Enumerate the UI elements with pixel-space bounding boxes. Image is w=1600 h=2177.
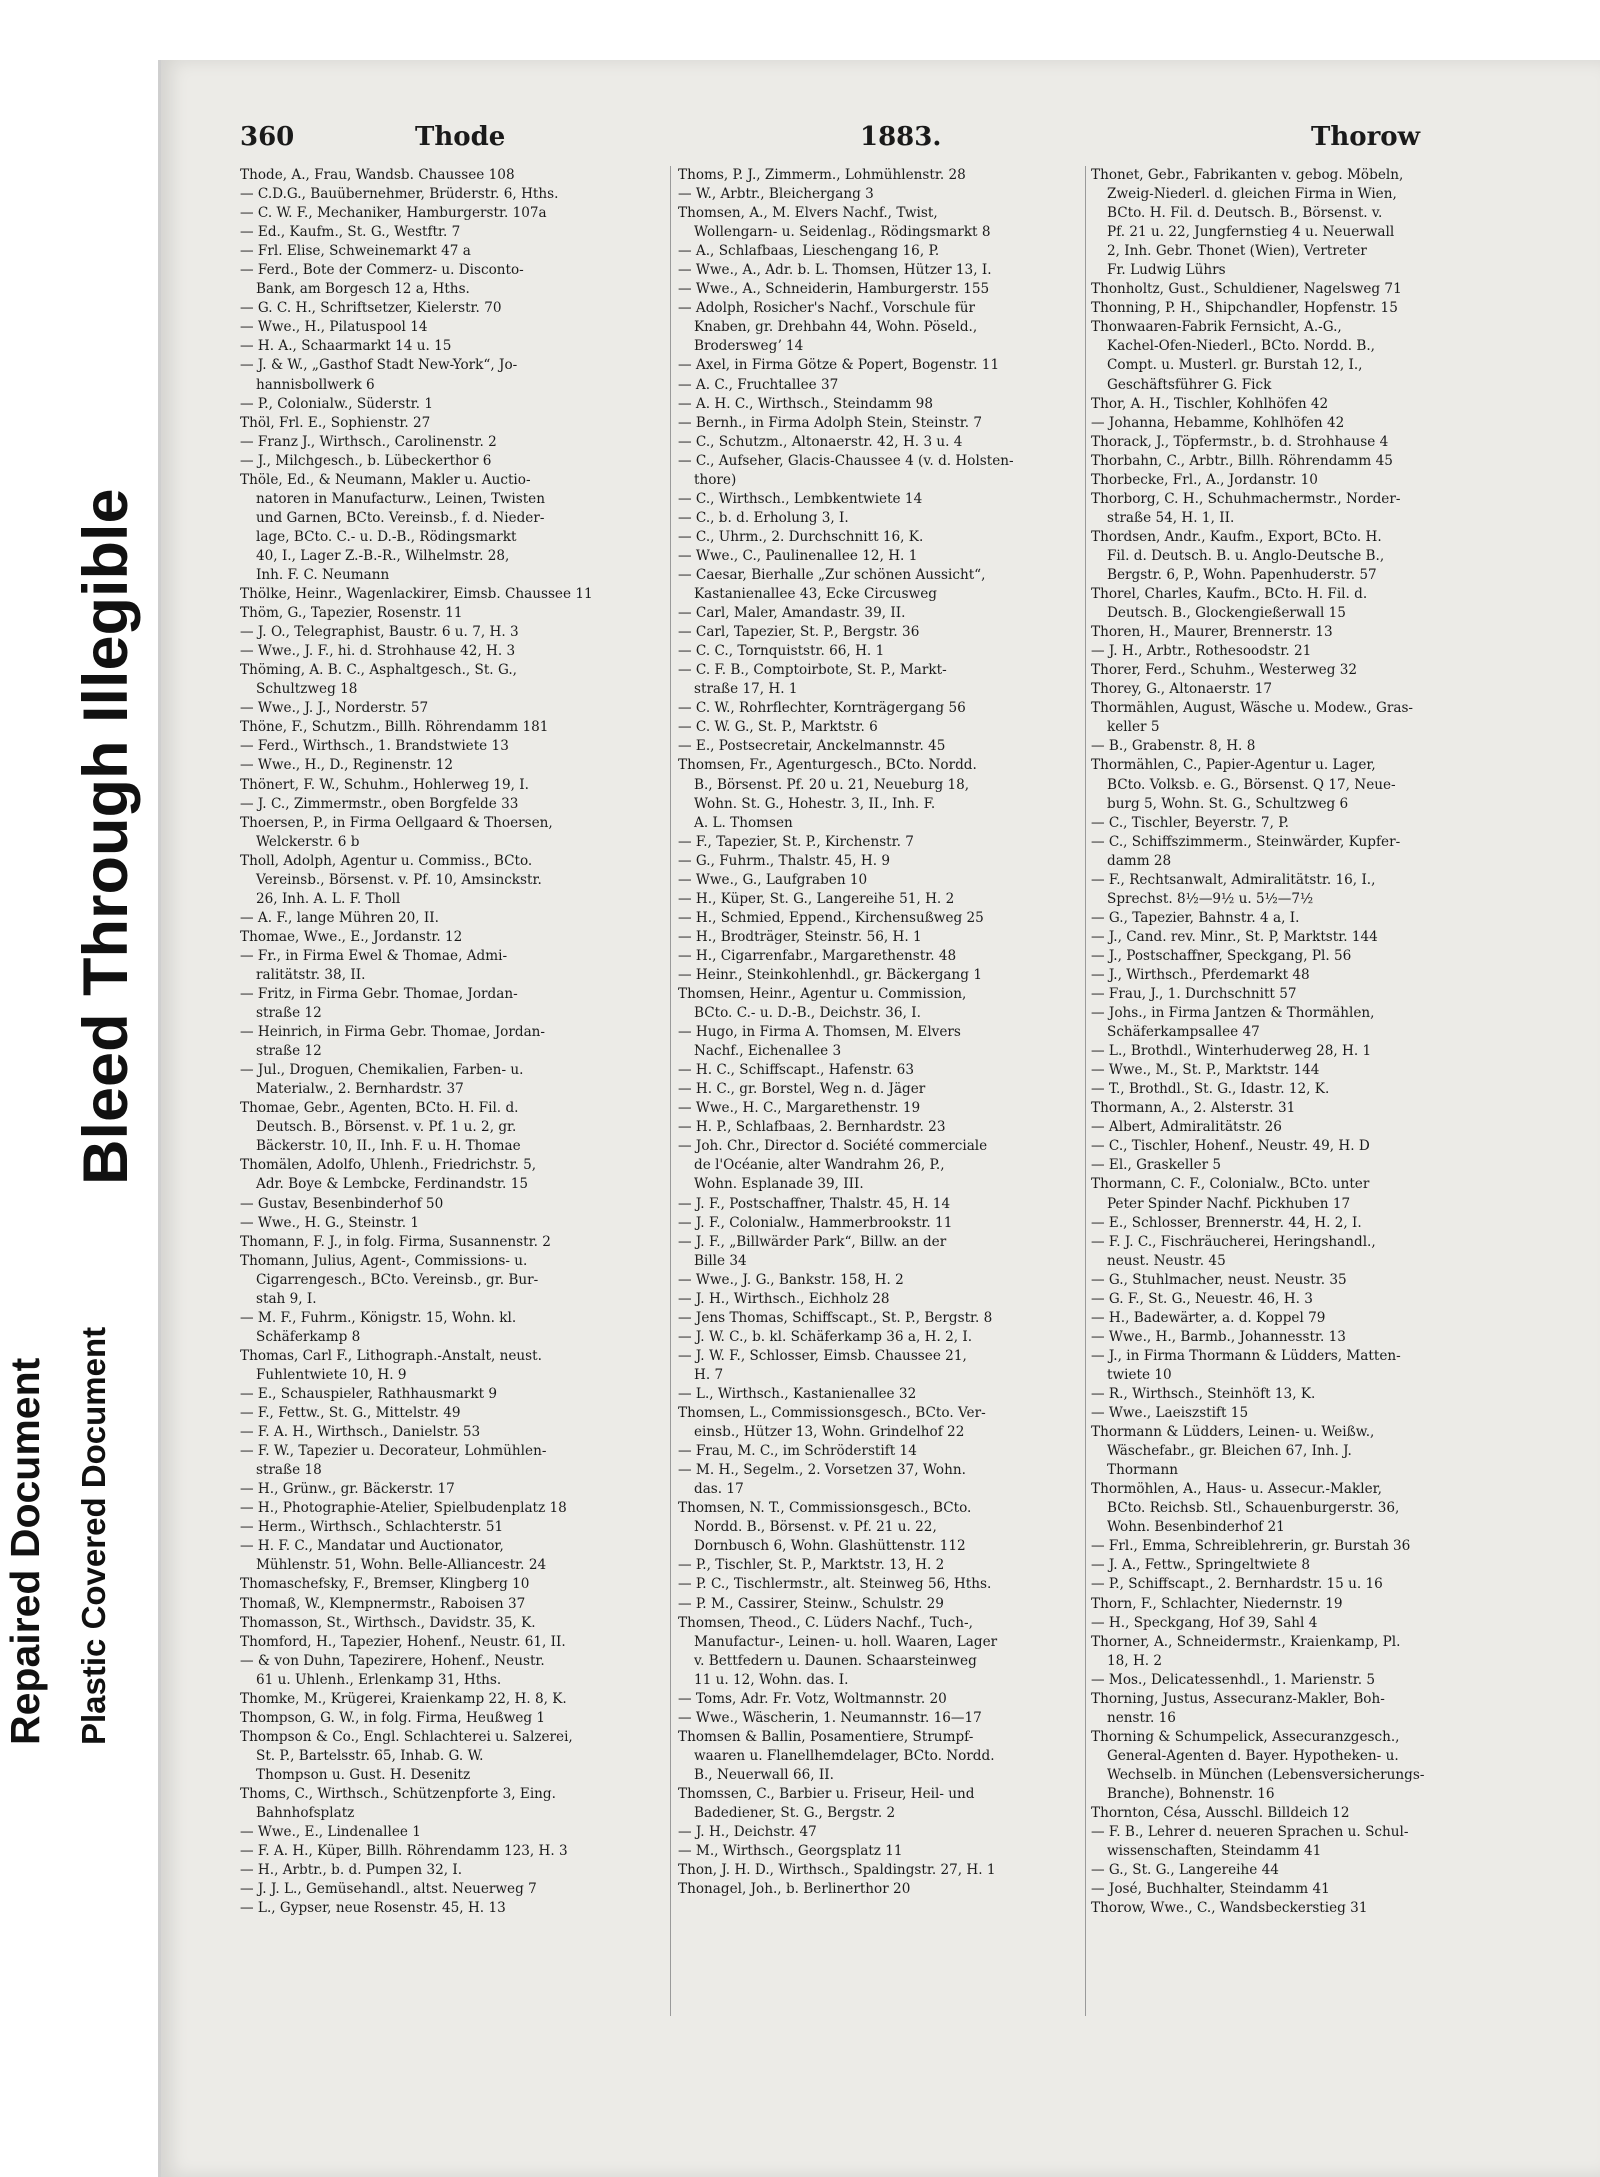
directory-entry-line: Thoms, P. J., Zimmerm., Lohmühlenstr. 28 (678, 167, 966, 183)
directory-entry-line: Zweig-Niederl. d. gleichen Firma in Wien, (1107, 186, 1397, 203)
directory-entry-line: — J., Cand. rev. Minr., St. P, Marktstr. 144 (1091, 928, 1378, 945)
directory-entry-line: — F. A. H., Küper, Billh. Röhrendamm 123, H. 3 (240, 1843, 568, 1860)
directory-entry-line: Thorn, F., Schlachter, Niedernstr. 19 (1091, 1595, 1343, 1612)
directory-entry-line: — Hugo, in Firma A. Thomsen, M. Elvers (678, 1024, 961, 1041)
directory-entry-line: und Garnen, BCto. Vereinsb., f. d. Nieder- (256, 509, 545, 526)
directory-entry-line: — H., Küper, St. G., Langereihe 51, H. 2 (678, 890, 955, 907)
directory-entry-line: — P. C., Tischlermstr., alt. Steinweg 56, Hths. (678, 1576, 992, 1593)
directory-entry-line: — H., Schmied, Eppend., Kirchensußweg 25 (678, 909, 984, 926)
directory-entry-line: 26, Inh. A. L. F. Tholl (256, 890, 401, 907)
directory-entry-line: — C., b. d. Erholung 3, I. (678, 509, 849, 526)
directory-entry-line: Thompson u. Gust. H. Desenitz (256, 1766, 471, 1783)
directory-entry-line: — H., Speckgang, Hof 39, Sahl 4 (1091, 1614, 1318, 1631)
directory-entry-line: Thorer, Ferd., Schuhm., Westerweg 32 (1091, 662, 1358, 679)
directory-entry-line: — G. F., St. G., Neuestr. 46, H. 3 (1091, 1290, 1313, 1307)
directory-entry-line: Bank, am Borgesch 12 a, Hths. (256, 281, 470, 298)
directory-entry-line: Thomke, M., Krügerei, Kraienkamp 22, H. 8, K. (240, 1690, 567, 1707)
directory-entry-line: — J. & W., „Gasthof Stadt New-York“, Jo- (240, 357, 518, 374)
directory-entry-line: — J. F., „Billwärder Park“, Billw. an der (678, 1233, 947, 1250)
directory-entry-line: Wohn. Besenbinderhof 21 (1107, 1519, 1285, 1536)
directory-entry-line: — M. H., Segelm., 2. Vorsetzen 37, Wohn. (678, 1462, 966, 1479)
directory-entry-line: Thomaß, W., Klempnermstr., Raboisen 37 (240, 1595, 526, 1612)
column-divider (670, 166, 671, 2016)
directory-entry-line: — A., Schlafbaas, Lieschengang 16, P. (678, 243, 940, 260)
directory-entry-line: — Wwe., H. G., Steinstr. 1 (240, 1214, 420, 1231)
directory-entry-line: Adr. Boye & Lembcke, Ferdinandstr. 15 (256, 1176, 528, 1193)
directory-entry-line: Thornton, Césa, Ausschl. Billdeich 12 (1091, 1805, 1350, 1822)
directory-entry-line: — J. F., Postschaffner, Thalstr. 45, H. 14 (678, 1195, 951, 1212)
directory-entry-line: BCto. H. Fil. d. Deutsch. B., Börsenst. v. (1107, 205, 1383, 222)
directory-entry-line: — A. F., lange Mühren 20, II. (240, 909, 439, 926)
page-number: 360 (240, 122, 295, 152)
directory-entry-line: Bäckerstr. 10, II., Inh. F. u. H. Thomae (256, 1138, 521, 1155)
directory-entry-line: — F. J. C., Fischräucherei, Heringshandl., (1091, 1233, 1376, 1250)
directory-entry-line: — El., Graskeller 5 (1091, 1157, 1222, 1174)
directory-entry-line: — Wwe., Wäscherin, 1. Neumannstr. 16—17 (678, 1709, 982, 1726)
directory-entry-line: lage, BCto. C.- u. D.-B., Rödingsmarkt (256, 528, 517, 545)
directory-entry-line: Kastanienallee 43, Ecke Circusweg (694, 586, 937, 603)
directory-entry-line: 2, Inh. Gebr. Thonet (Wien), Vertreter (1107, 243, 1367, 260)
directory-entry-line: — Wwe., G., Laufgraben 10 (678, 871, 868, 888)
directory-entry-line: Thomasson, St., Wirthsch., Davidstr. 35, K. (240, 1614, 536, 1631)
directory-entry-line: — & von Duhn, Tapezirere, Hohenf., Neustr. (240, 1652, 545, 1669)
directory-entry-line: — C., Tischler, Hohenf., Neustr. 49, H. D (1091, 1138, 1370, 1155)
directory-entry-line: — Fr., in Firma Ewel & Thomae, Admi- (240, 947, 508, 964)
directory-entry-line: Thomälen, Adolfo, Uhlenh., Friedrichstr. 5, (240, 1157, 537, 1174)
directory-entry-line: Wohn. St. G., Hohestr. 3, II., Inh. F. (694, 795, 936, 812)
directory-entry-line: — Wwe., H., Barmb., Johannesstr. 13 (1091, 1328, 1346, 1345)
directory-entry-line: — Wwe., M., St. P., Marktstr. 144 (1091, 1062, 1320, 1079)
directory-entry-line: — C., Schutzm., Altonaerstr. 42, H. 3 u. 4 (678, 433, 963, 450)
directory-entry-line: — J., Wirthsch., Pferdemarkt 48 (1091, 966, 1310, 983)
directory-entry-line: thore) (694, 471, 737, 488)
directory-entry-line: keller 5 (1107, 719, 1160, 736)
directory-entry-line: — F. W., Tapezier u. Decorateur, Lohmühlen- (240, 1443, 547, 1460)
directory-entry-line: Schäferkamp 8 (256, 1328, 361, 1345)
directory-entry-line: — C., Schiffszimmerm., Steinwärder, Kupfer- (1091, 833, 1401, 850)
directory-entry-line: — Gustav, Besenbinderhof 50 (240, 1195, 444, 1212)
directory-entry-line: — Ed., Kaufm., St. G., Westftr. 7 (240, 224, 461, 241)
directory-entry-line: Thoersen, P., in Firma Oellgaard & Thoersen, (240, 814, 553, 831)
directory-entry-line: — F., Rechtsanwalt, Admiralitätstr. 16, I., (1091, 871, 1376, 888)
directory-entry-line: — L., Gypser, neue Rosenstr. 45, H. 13 (240, 1900, 506, 1917)
directory-entry-line: Thomann, Julius, Agent-, Commissions- u. (240, 1252, 528, 1269)
directory-entry-line: Schäferkampsallee 47 (1107, 1024, 1260, 1041)
directory-entry-line: Thonet, Gebr., Fabrikanten v. gebog. Möbeln, (1091, 167, 1404, 183)
directory-entry-line: St. P., Bartelsstr. 65, Inhab. G. W. (256, 1747, 484, 1764)
directory-entry-line: das. 17 (694, 1481, 744, 1498)
directory-entry-line: Thomas, Carl F., Lithograph.-Anstalt, neust. (240, 1347, 542, 1364)
directory-entry-line: — P., Schiffscapt., 2. Bernhardstr. 15 u. 16 (1091, 1576, 1383, 1593)
directory-entry-line: Bergstr. 6, P., Wohn. Papenhuderstr. 57 (1107, 566, 1377, 583)
column-3 (1091, 166, 1451, 1918)
directory-entry-line: — Johs., in Firma Jantzen & Thormählen, (1091, 1005, 1375, 1022)
directory-entry-line: — F., Fettw., St. G., Mittelstr. 49 (240, 1405, 461, 1422)
column-2 (678, 166, 1103, 1899)
directory-entry-line: — Wwe., H., D., Reginenstr. 12 (240, 757, 453, 774)
directory-entry-line: General-Agenten d. Bayer. Hypotheken- u. (1107, 1747, 1399, 1764)
directory-entry-line: — J. J. L., Gemüsehandl., altst. Neuerweg 7 (240, 1881, 537, 1898)
directory-entry-line: Thonwaaren-Fabrik Fernsicht, A.-G., (1091, 319, 1342, 336)
directory-entry-line: Thomsen, Theod., C. Lüders Nachf., Tuch-, (678, 1614, 973, 1631)
plastic-covered-stamp: Plastic Covered Document (75, 1326, 112, 1745)
directory-entry-line: — H. A., Schaarmarkt 14 u. 15 (240, 338, 452, 355)
directory-entry-line: — Fritz, in Firma Gebr. Thomae, Jordan- (240, 986, 518, 1003)
directory-entry-line: — C. C., Tornquiststr. 66, H. 1 (678, 643, 885, 660)
directory-entry-line: — J. O., Telegraphist, Baustr. 6 u. 7, H. 3 (240, 624, 519, 641)
directory-entry-line: Thonholtz, Gust., Schuldiener, Nagelsweg 71 (1091, 281, 1402, 298)
directory-entry-line: Thomsen, Heinr., Agentur u. Commission, (678, 986, 967, 1003)
directory-entry-line: BCto. Volksb. e. G., Börsenst. Q 17, Neue- (1107, 776, 1396, 793)
directory-entry-line: Thormann & Lüdders, Leinen- u. Weißw., (1091, 1424, 1375, 1441)
directory-entry-line: — T., Brothdl., St. G., Idastr. 12, K. (1091, 1081, 1330, 1098)
directory-entry-line: Thormählen, August, Wäsche u. Modew., Gras- (1091, 700, 1414, 717)
directory-entry-line: 18, H. 2 (1107, 1652, 1163, 1669)
directory-entry-line: B., Börsenst. Pf. 20 u. 21, Neueburg 18, (694, 776, 970, 793)
directory-entry-line: — H. F. C., Mandatar und Auctionator, (240, 1538, 504, 1555)
directory-entry-line: — Wwe., J. J., Norderstr. 57 (240, 700, 429, 717)
directory-entry-line: Thorbecke, Frl., A., Jordanstr. 10 (1091, 471, 1318, 488)
directory-entry-line: Thomann, F. J., in folg. Firma, Susannenstr. 2 (240, 1233, 551, 1250)
directory-entry-line: — C. F. B., Comptoirbote, St. P., Markt- (678, 662, 947, 679)
directory-entry-line: Thönert, F. W., Schuhm., Hohlerweg 19, I. (240, 776, 529, 793)
directory-entry-line: Thölke, Heinr., Wagenlackirer, Eimsb. Chaussee 11 (240, 586, 593, 603)
directory-entry-line: straße 54, H. 1, II. (1107, 509, 1235, 526)
directory-entry-line: Thöl, Frl. E., Sophienstr. 27 (240, 414, 431, 431)
directory-entry-line: — G., Tapezier, Bahnstr. 4 a, I. (1091, 909, 1300, 926)
directory-entry-line: Thoms, C., Wirthsch., Schützenpforte 3, Eing. (240, 1785, 556, 1802)
directory-entry-line: Wollengarn- u. Seidenlag., Rödingsmarkt 8 (694, 224, 991, 241)
directory-entry-line: Manufactur-, Leinen- u. holl. Waaren, Lager (694, 1633, 998, 1650)
directory-entry-line: Thompson & Co., Engl. Schlachterei u. Salzerei, (240, 1728, 573, 1745)
directory-entry-line: — G. C. H., Schriftsetzer, Kielerstr. 70 (240, 300, 502, 317)
directory-entry-line: — Jens Thomas, Schiffscapt., St. P., Bergstr. 8 (678, 1309, 993, 1326)
directory-entry-line: Thomae, Wwe., E., Jordanstr. 12 (240, 928, 463, 945)
directory-entry-line: — F., Tapezier, St. P., Kirchenstr. 7 (678, 833, 914, 850)
directory-entry-line: burg 5, Wohn. St. G., Schultzweg 6 (1107, 795, 1349, 812)
directory-entry-line: — C., Uhrm., 2. Durchschnitt 16, K. (678, 528, 924, 545)
directory-entry-line: — P., Colonialw., Süderstr. 1 (240, 395, 433, 412)
directory-entry-line: Fr. Ludwig Lührs (1107, 262, 1226, 279)
directory-entry-line: Thormann, C. F., Colonialw., BCto. unter (1091, 1176, 1370, 1193)
directory-entry-line: Thormählen, C., Papier-Agentur u. Lager, (1091, 757, 1376, 774)
directory-entry-line: — L., Wirthsch., Kastanienallee 32 (678, 1386, 917, 1402)
directory-entry-line: — C., Aufseher, Glacis-Chaussee 4 (v. d. Holsten- (678, 452, 1014, 469)
directory-entry-line: straße 17, H. 1 (694, 681, 798, 698)
directory-entry-line: hannisbollwerk 6 (256, 376, 375, 393)
directory-entry-line: Branche), Bohnenstr. 16 (1107, 1785, 1275, 1802)
directory-entry-line: — Herm., Wirthsch., Schlachterstr. 51 (240, 1519, 504, 1536)
directory-entry-line: — C. W., Rohrflechter, Kornträgergang 56 (678, 700, 966, 717)
directory-entry-line: — Frau, M. C., im Schröderstift 14 (678, 1443, 917, 1460)
directory-entry-line: nenstr. 16 (1107, 1709, 1176, 1726)
directory-entry-line: — Wwe., H., Pilatuspool 14 (240, 319, 428, 336)
directory-entry-line: — L., Brothdl., Winterhuderweg 28, H. 1 (1091, 1043, 1372, 1060)
directory-entry-line: — C.D.G., Bauübernehmer, Brüderstr. 6, Hths. (240, 186, 559, 203)
repaired-stamp: Repaired Document (2, 1357, 48, 1745)
directory-entry-line: — C., Tischler, Beyerstr. 7, P. (1091, 814, 1289, 831)
directory-entry-line: — Heinrich, in Firma Gebr. Thomae, Jordan- (240, 1024, 546, 1041)
directory-entry-line: — Frl., Emma, Schreiblehrerin, gr. Burstah 36 (1091, 1538, 1411, 1555)
directory-entry-line: Thode, A., Frau, Wandsb. Chaussee 108 (240, 167, 515, 183)
directory-entry-line: Thöne, F., Schutzm., Billh. Röhrendamm 181 (240, 719, 549, 736)
directory-entry-line: Fil. d. Deutsch. B. u. Anglo-Deutsche B., (1107, 547, 1385, 564)
directory-entry-line: Vereinsb., Börsenst. v. Pf. 10, Amsinckstr. (256, 871, 542, 888)
directory-entry-line: Thöming, A. B. C., Asphaltgesch., St. G., (240, 662, 517, 679)
directory-entry-line: Wechselb. in München (Lebensversicherungs- (1107, 1766, 1425, 1783)
directory-entry-line: waaren u. Flanellhemdelager, BCto. Nordd. (694, 1747, 995, 1764)
directory-entry-line: — J. A., Fettw., Springeltwiete 8 (1091, 1557, 1311, 1574)
directory-entry-line: B., Neuerwall 66, II. (694, 1766, 834, 1783)
directory-entry-line: Thomaschefsky, F., Bremser, Klingberg 10 (240, 1576, 530, 1593)
directory-entry-line: Wohn. Esplanade 39, III. (694, 1176, 864, 1193)
directory-entry-line: Thomsen, A., M. Elvers Nachf., Twist, (678, 205, 938, 222)
directory-entry-line: — M. F., Fuhrm., Königstr. 15, Wohn. kl. (240, 1309, 517, 1326)
directory-entry-line: Materialw., 2. Bernhardstr. 37 (256, 1081, 464, 1098)
bleed-through-stamp: Bleed Through Illegible (71, 488, 141, 1185)
directory-entry-line: Thor, A. H., Tischler, Kohlhöfen 42 (1091, 395, 1329, 412)
directory-entry-line: Badediener, St. G., Bergstr. 2 (694, 1805, 896, 1822)
directory-entry-line: — Adolph, Rosicher's Nachf., Vorschule für (678, 300, 975, 317)
directory-entry-line: Bille 34 (694, 1252, 747, 1269)
directory-entry-line: — F. A. H., Wirthsch., Danielstr. 53 (240, 1424, 481, 1441)
directory-entry-line: — Wwe., E., Lindenallee 1 (240, 1824, 421, 1841)
directory-entry-line: Knaben, gr. Drehbahn 44, Wohn. Pöseld., (694, 319, 978, 336)
directory-entry-line: ralitätstr. 38, II. (256, 966, 366, 983)
directory-entry-line: Kachel-Ofen-Niederl., BCto. Nordd. B., (1107, 338, 1375, 355)
directory-entry-line: Geschäftsführer G. Fick (1107, 376, 1272, 393)
year-heading: 1883. (860, 122, 942, 152)
directory-entry-line: — Franz J., Wirthsch., Carolinenstr. 2 (240, 433, 497, 450)
directory-entry-line: Thorborg, C. H., Schuhmachermstr., Norder- (1091, 490, 1401, 507)
directory-entry-line: Thonagel, Joh., b. Berlinerthor 20 (678, 1881, 911, 1898)
directory-entry-line: Sprechst. 8½—9½ u. 5½—7½ (1107, 890, 1314, 907)
directory-entry-line: Thorning, Justus, Assecuranz-Makler, Boh- (1091, 1690, 1385, 1707)
directory-entry-line: — J. W. C., b. kl. Schäferkamp 36 a, H. 2, I. (678, 1328, 973, 1345)
directory-entry-line: 61 u. Uhlenh., Erlenkamp 31, Hths. (256, 1671, 502, 1688)
directory-entry-line: — Albert, Admiralitätstr. 26 (1091, 1119, 1282, 1136)
directory-page (240, 118, 1560, 2010)
directory-entry-line: Cigarrengesch., BCto. Vereinsb., gr. Bur- (256, 1271, 539, 1288)
directory-entry-line: Thorbahn, C., Arbtr., Billh. Röhrendamm 45 (1091, 452, 1393, 469)
directory-entry-line: Thorel, Charles, Kaufm., BCto. H. Fil. d. (1091, 586, 1368, 603)
directory-entry-line: stah 9, I. (256, 1290, 317, 1307)
directory-entry-line: Thorner, A., Schneidermstr., Kraienkamp, Pl. (1091, 1633, 1401, 1650)
directory-entry-line: Nachf., Eichenallee 3 (694, 1043, 842, 1060)
directory-entry-line: — H. C., gr. Borstel, Weg n. d. Jäger (678, 1081, 926, 1098)
left-guide-word: Thode (415, 122, 506, 152)
directory-entry-line: — H. C., Schiffscapt., Hafenstr. 63 (678, 1062, 914, 1079)
directory-entry-line: — H., Grünw., gr. Bäckerstr. 17 (240, 1481, 455, 1498)
directory-entry-line: — Axel, in Firma Götze & Popert, Bogenstr. 11 (678, 357, 1000, 374)
directory-entry-line: Thomsen, Fr., Agenturgesch., BCto. Nordd. (678, 757, 977, 774)
directory-entry-line: BCto. C.- u. D.-B., Deichstr. 36, I. (694, 1005, 921, 1022)
directory-entry-line: Thorack, J., Töpfermstr., b. d. Strohhause 4 (1091, 433, 1389, 450)
directory-entry-line: — E., Schauspieler, Rathhausmarkt 9 (240, 1386, 498, 1402)
directory-entry-line: — W., Arbtr., Bleichergang 3 (678, 186, 874, 203)
directory-entry-line: Thoren, H., Maurer, Brennerstr. 13 (1091, 624, 1333, 641)
directory-entry-line: H. 7 (694, 1366, 724, 1383)
directory-entry-line: — P. M., Cassirer, Steinw., Schulstr. 29 (678, 1595, 944, 1612)
directory-entry-line: — Wwe., Laeiszstift 15 (1091, 1405, 1249, 1422)
directory-entry-line: — F. B., Lehrer d. neueren Sprachen u. Schul- (1091, 1824, 1409, 1841)
directory-entry-line: de l'Océanie, alter Wandrahm 26, P., (694, 1157, 945, 1174)
directory-entry-line: — J. H., Arbtr., Rothesoodstr. 21 (1091, 643, 1312, 660)
running-header (240, 118, 1420, 154)
directory-entry-line: Thomsen, L., Commissionsgesch., BCto. Ver- (678, 1405, 986, 1422)
directory-entry-line: einsb., Hützer 13, Wohn. Grindelhof 22 (694, 1424, 965, 1441)
directory-entry-line: Compt. u. Musterl. gr. Burstah 12, I., (1107, 357, 1363, 374)
directory-entry-line: straße 18 (256, 1462, 322, 1479)
directory-entry-line: — C. W. F., Mechaniker, Hamburgerstr. 107a (240, 205, 547, 222)
directory-entry-line: — G., St. G., Langereihe 44 (1091, 1862, 1279, 1879)
right-guide-word: Thorow (1310, 122, 1420, 152)
directory-entry-line: Tholl, Adolph, Agentur u. Commiss., BCto. (240, 852, 533, 869)
directory-entry-line: Thomsen & Ballin, Posamentiere, Strumpf- (678, 1728, 974, 1745)
directory-entry-line: natoren in Manufacturw., Leinen, Twisten (256, 490, 545, 507)
directory-entry-line: — Jul., Droguen, Chemikalien, Farben- u. (240, 1062, 524, 1079)
directory-entry-line: — Wwe., J. G., Bankstr. 158, H. 2 (678, 1271, 904, 1288)
directory-entry-line: Broderswegʼ 14 (694, 338, 804, 355)
directory-entry-line: Thonning, P. H., Shipchandler, Hopfenstr. 15 (1091, 300, 1398, 317)
directory-entry-line: — J. H., Deichstr. 47 (678, 1824, 817, 1841)
directory-entry-line: — Frl. Elise, Schweinemarkt 47 a (240, 243, 471, 260)
directory-entry-line: — A. C., Fruchtallee 37 (678, 376, 839, 393)
directory-entry-line: — E., Postsecretair, Anckelmannstr. 45 (678, 738, 946, 755)
directory-entry-line: Mühlenstr. 51, Wohn. Belle-Alliancestr. 24 (256, 1557, 547, 1574)
column-1 (240, 166, 665, 1918)
directory-entry-line: Dornbusch 6, Wohn. Glashüttenstr. 112 (694, 1538, 966, 1555)
directory-entry-line: — Carl, Tapezier, St. P., Bergstr. 36 (678, 624, 920, 641)
directory-entry-line: BCto. Reichsb. Stl., Schauenburgerstr. 36, (1107, 1500, 1400, 1517)
directory-entry-line: — Mos., Delicatessenhdl., 1. Marienstr. 5 (1091, 1671, 1376, 1688)
directory-entry-line: Thordsen, Andr., Kaufm., Export, BCto. H. (1091, 528, 1382, 545)
directory-entry-line: — Ferd., Bote der Commerz- u. Disconto- (240, 262, 524, 279)
directory-entry-line: Thöle, Ed., & Neumann, Makler u. Auctio- (240, 471, 531, 488)
directory-entry-line: — J., Postschaffner, Speckgang, Pl. 56 (1091, 947, 1352, 964)
directory-entry-line: — H., Cigarrenfabr., Margarethenstr. 48 (678, 947, 957, 964)
directory-entry-line: Thompson, G. W., in folg. Firma, Heußweg 1 (240, 1709, 546, 1726)
directory-entry-line: A. L. Thomsen (694, 814, 793, 831)
directory-entry-line: twiete 10 (1107, 1366, 1172, 1383)
directory-entry-line: — J. C., Zimmermstr., oben Borgfelde 33 (240, 795, 519, 812)
directory-entry-line: Wäschefabr., gr. Bleichen 67, Inh. J. (1107, 1443, 1352, 1460)
directory-entry-line: 40, I., Lager Z.-B.-R., Wilhelmstr. 28, (256, 547, 510, 564)
directory-entry-line: — Toms, Adr. Fr. Votz, Woltmannstr. 20 (678, 1690, 947, 1707)
directory-entry-line: damm 28 (1107, 852, 1172, 869)
directory-entry-line: — H., Badewärter, a. d. Koppel 79 (1091, 1309, 1326, 1326)
directory-entry-line: Thorow, Wwe., C., Wandsbeckerstieg 31 (1091, 1900, 1368, 1917)
directory-entry-line: — Bernh., in Firma Adolph Stein, Steinstr. 7 (678, 414, 982, 431)
directory-entry-line: — Johanna, Hebamme, Kohlhöfen 42 (1091, 414, 1345, 431)
directory-entry-line: — J., Milchgesch., b. Lübeckerthor 6 (240, 452, 492, 469)
directory-entry-line: Thorey, G., Altonaerstr. 17 (1091, 681, 1272, 698)
directory-entry-line: Deutsch. B., Börsenst. v. Pf. 1 u. 2, gr. (256, 1119, 517, 1136)
directory-entry-line: — G., Stuhlmacher, neust. Neustr. 35 (1091, 1271, 1347, 1288)
directory-entry-line: wissenschaften, Steindamm 41 (1107, 1843, 1322, 1860)
directory-entry-line: 11 u. 12, Wohn. das. I. (694, 1671, 849, 1688)
directory-entry-line: — M., Wirthsch., Georgsplatz 11 (678, 1843, 903, 1860)
directory-entry-line: — B., Grabenstr. 8, H. 8 (1091, 738, 1256, 755)
directory-entry-line: — H., Arbtr., b. d. Pumpen 32, I. (240, 1862, 463, 1879)
directory-entry-line: Thomae, Gebr., Agenten, BCto. H. Fil. d. (240, 1100, 519, 1117)
directory-entry-line: — P., Tischler, St. P., Marktstr. 13, H. 2 (678, 1557, 945, 1574)
directory-entry-line: Pf. 21 u. 22, Jungfernstieg 4 u. Neuerwall (1107, 224, 1395, 241)
directory-entry-line: — Wwe., C., Paulinenallee 12, H. 1 (678, 547, 918, 564)
directory-entry-line: — R., Wirthsch., Steinhöft 13, K. (1091, 1386, 1316, 1402)
directory-entry-line: v. Bettfedern u. Daunen. Schaarsteinweg (694, 1652, 977, 1669)
directory-entry-line: — H., Brodträger, Steinstr. 56, H. 1 (678, 928, 922, 945)
directory-entry-line: Peter Spinder Nachf. Pickhuben 17 (1107, 1195, 1351, 1212)
directory-entry-line: Thon, J. H. D., Wirthsch., Spaldingstr. 27, H. 1 (678, 1862, 996, 1879)
directory-entry-line: — H., Photographie-Atelier, Spielbudenplatz 18 (240, 1500, 567, 1517)
directory-entry-line: — J. F., Colonialw., Hammerbrookstr. 11 (678, 1214, 953, 1231)
directory-entry-line: — J., in Firma Thormann & Lüdders, Matten- (1091, 1347, 1401, 1364)
directory-entry-line: Inh. F. C. Neumann (256, 566, 390, 583)
directory-entry-line: — Heinr., Steinkohlenhdl., gr. Bäckergang 1 (678, 966, 982, 983)
directory-entry-line: — Joh. Chr., Director d. Société commerciale (678, 1138, 988, 1155)
directory-entry-line: Thormann, A., 2. Alsterstr. 31 (1091, 1100, 1296, 1117)
directory-entry-line: neust. Neustr. 45 (1107, 1252, 1226, 1269)
directory-entry-line: Thorning & Schumpelick, Assecuranzgesch., (1091, 1728, 1400, 1745)
directory-entry-line: — Caesar, Bierhalle „Zur schönen Aussicht“, (678, 566, 986, 583)
directory-entry-line: — Wwe., J. F., hi. d. Strohhause 42, H. 3 (240, 643, 516, 660)
directory-entry-line: — José, Buchhalter, Steindamm 41 (1091, 1881, 1330, 1898)
directory-entry-line: Thomford, H., Tapezier, Hohenf., Neustr. 61, II. (240, 1633, 566, 1650)
directory-entry-line: Thormöhlen, A., Haus- u. Assecur.-Makler, (1091, 1481, 1382, 1498)
directory-entry-line: Welckerstr. 6 b (256, 833, 360, 850)
directory-entry-line: Thöm, G., Tapezier, Rosenstr. 11 (240, 605, 463, 622)
directory-entry-line: — C. W. G., St. P., Marktstr. 6 (678, 719, 878, 736)
directory-entry-line: — C., Wirthsch., Lembkentwiete 14 (678, 490, 923, 507)
directory-entry-line: — Wwe., H. C., Margarethenstr. 19 (678, 1100, 921, 1117)
directory-entry-line: — Wwe., A., Adr. b. L. Thomsen, Hützer 13, I. (678, 262, 992, 279)
directory-entry-line: — Wwe., A., Schneiderin, Hamburgerstr. 155 (678, 281, 990, 298)
directory-entry-line: Bahnhofsplatz (256, 1805, 355, 1822)
directory-entry-line: Deutsch. B., Glockengießerwall 15 (1107, 605, 1346, 622)
directory-entry-line: — E., Schlosser, Brennerstr. 44, H. 2, I. (1091, 1214, 1362, 1231)
directory-entry-line: straße 12 (256, 1005, 322, 1022)
directory-entry-line: Schultzweg 18 (256, 681, 358, 698)
directory-entry-line: — Carl, Maler, Amandastr. 39, II. (678, 605, 906, 622)
directory-entry-line: — A. H. C., Wirthsch., Steindamm 98 (678, 395, 933, 412)
directory-entry-line: — J. H., Wirthsch., Eichholz 28 (678, 1290, 890, 1307)
directory-entry-line: — Frau, J., 1. Durchschnitt 57 (1091, 986, 1297, 1003)
directory-entry-line: — J. W. F., Schlosser, Eimsb. Chaussee 21, (678, 1347, 967, 1364)
directory-entry-line: Fuhlentwiete 10, H. 9 (256, 1366, 407, 1383)
directory-entry-line: Nordd. B., Börsenst. v. Pf. 21 u. 22, (694, 1519, 937, 1536)
directory-entry-line: Thomssen, C., Barbier u. Friseur, Heil- und (678, 1785, 975, 1802)
directory-entry-line: straße 12 (256, 1043, 322, 1060)
directory-entry-line: Thormann (1107, 1462, 1179, 1479)
directory-entry-line: — G., Fuhrm., Thalstr. 45, H. 9 (678, 852, 890, 869)
directory-entry-line: Thomsen, N. T., Commissionsgesch., BCto. (678, 1500, 972, 1517)
directory-entry-line: — H. P., Schlafbaas, 2. Bernhardstr. 23 (678, 1119, 946, 1136)
directory-entry-line: — Ferd., Wirthsch., 1. Brandstwiete 13 (240, 738, 509, 755)
